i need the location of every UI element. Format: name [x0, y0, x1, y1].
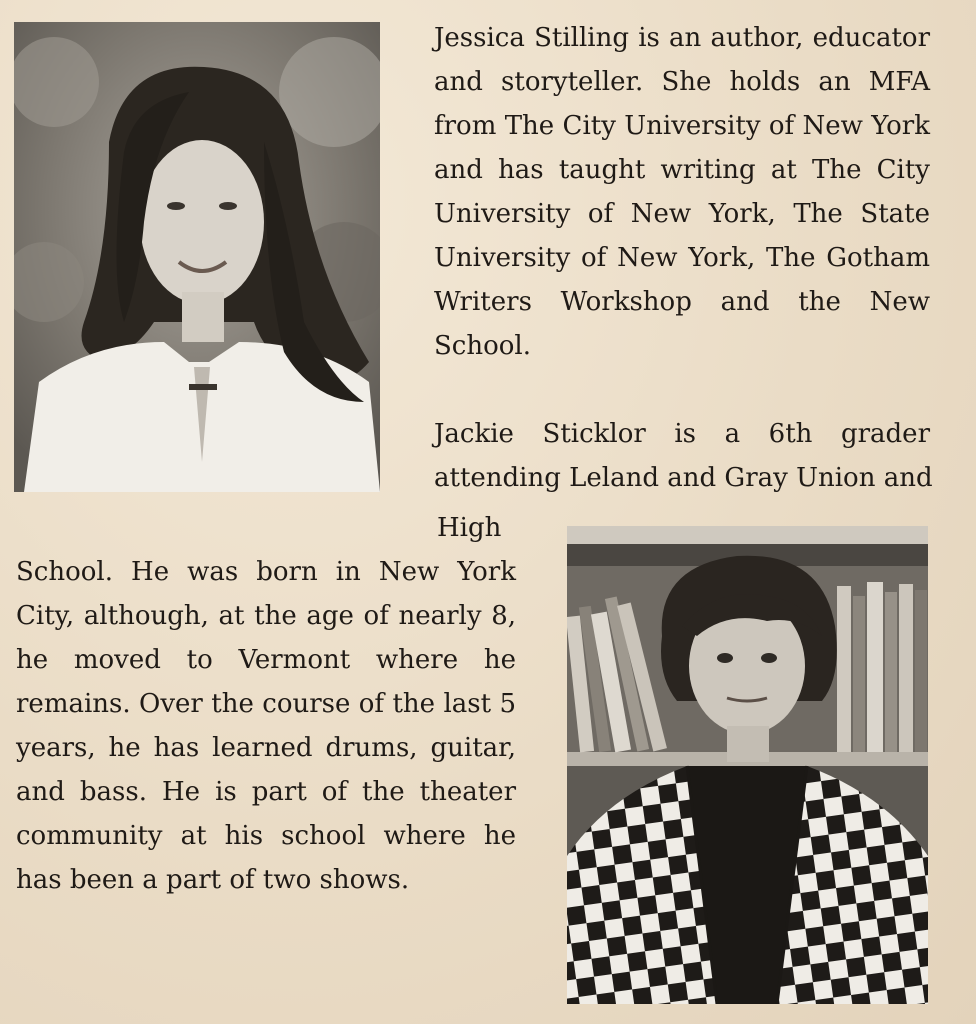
- author-photo: [14, 22, 380, 492]
- author-bio-line: from The City University of New York: [434, 111, 930, 141]
- student-bio-opening: [434, 412, 933, 500]
- student-portrait-image: [567, 526, 928, 1004]
- student-bio-line: has been a part of two shows.: [16, 865, 410, 895]
- student-bio-line: High: [437, 513, 502, 543]
- author-bio-line: and has taught writing at The City: [434, 155, 930, 185]
- student-bio-line: and bass. He is part of the theater: [16, 777, 516, 807]
- student-bio-line: City, although, at the age of nearly 8,: [16, 601, 516, 631]
- student-photo: [567, 526, 928, 1004]
- author-bio-line: University of New York, The State: [434, 199, 930, 229]
- student-bio-line: attending Leland and Gray Union and: [434, 463, 933, 493]
- author-bio: [434, 16, 930, 368]
- author-bio-line: Writers Workshop and the New: [434, 287, 930, 317]
- student-bio-line: remains. Over the course of the last 5: [16, 689, 516, 719]
- student-bio-line: community at his school where he: [16, 821, 516, 851]
- student-bio-line: Jackie Sticklor is a 6th grader: [434, 419, 930, 449]
- author-bio-line: and storyteller. She holds an MFA: [434, 67, 930, 97]
- student-bio-line: he moved to Vermont where he: [16, 645, 516, 675]
- student-bio-line: School. He was born in New York: [16, 557, 516, 587]
- author-portrait-image: [14, 22, 380, 492]
- author-bio-line: University of New York, The Gotham: [434, 243, 930, 273]
- student-bio-line: years, he has learned drums, guitar,: [16, 733, 516, 763]
- author-bio-line: Jessica Stilling is an author, educator: [434, 23, 930, 53]
- student-bio-continuation: [16, 550, 516, 902]
- student-bio-wrapped-word: [437, 506, 557, 550]
- author-bio-line: School.: [434, 331, 532, 361]
